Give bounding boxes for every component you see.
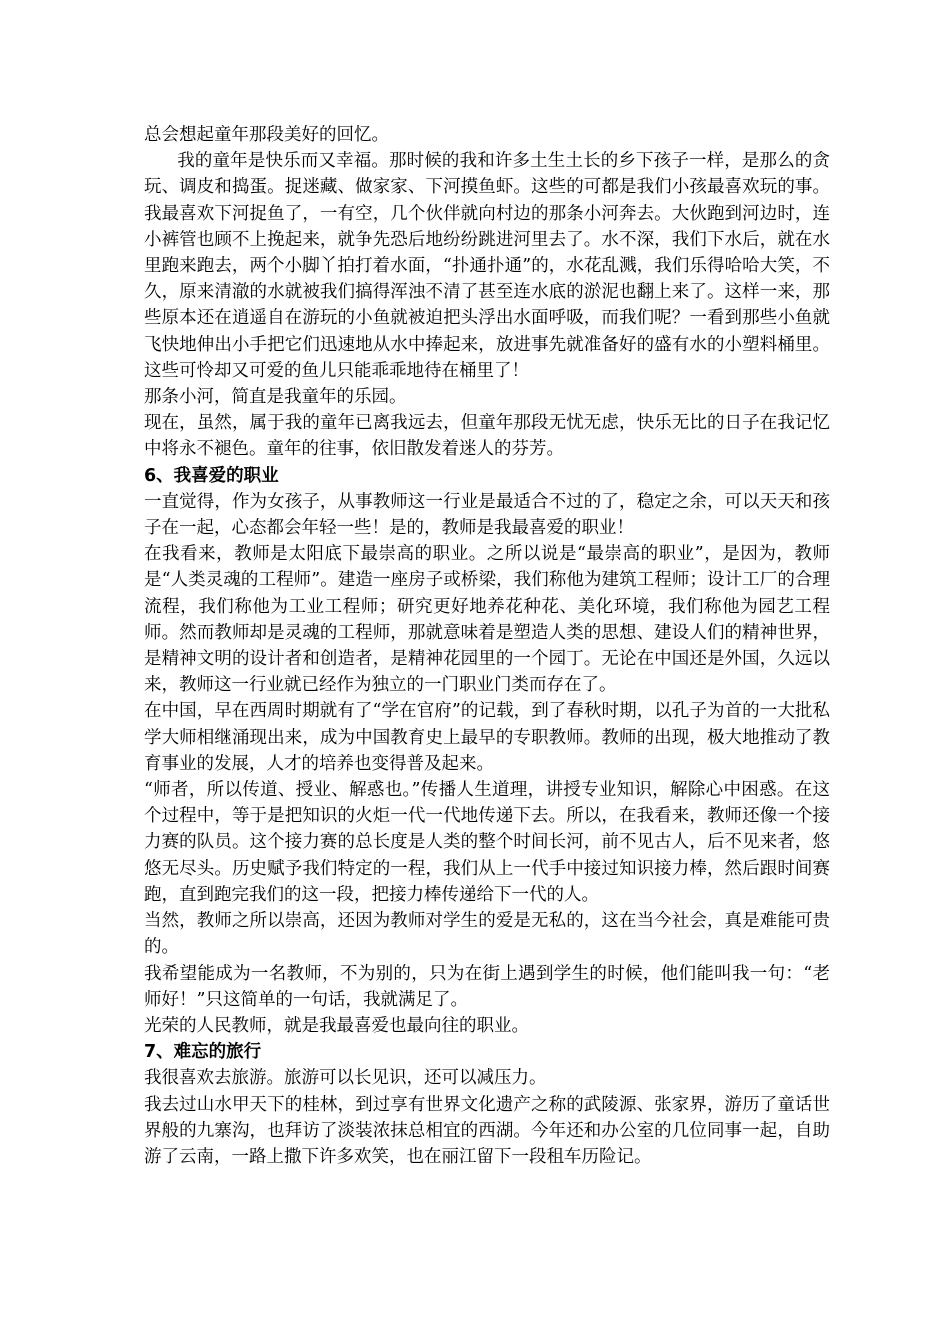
paragraph: 现在，虽然，属于我的童年已离我远去，但童年那段无忧无虑，快乐无比的日子在我记忆中将永不褪色。童年的往事，依旧散发着迷人的芬芳。 — [144, 413, 830, 460]
section-heading: 7、难忘的旅行 — [144, 1042, 262, 1063]
paragraph: 我的童年是快乐而又幸福。那时候的我和许多土生土长的乡下孩子一样，是那么的贪玩、调皮和捣蛋。捉迷藏、做家家、下河摸鱼虾。这些的可都是我们小孩最喜欢玩的事。我最喜欢下河捉鱼了，一有空，几个伙伴就向村边的那条小河奔去。大伙跑到河边时，连小裤管也顾不上挽起来，就争先恐后地纷纷跳进河里去了。水不深，我们下水后，就在水里跑来跑去，两个小脚丫拍打着水面，“扑通扑通”的，水花乱溅，我们乐得哈哈大笑，不久，原来清澈的水就被我们搞得浑浊不清了甚至连水底的淤泥也翻上来了。这样一来，那些原本还在逍遥自在游玩的小鱼就被迫把头浮出水面呼吸，而我们呢？一看到那些小鱼就飞快地伸出小手把它们迅速地从水中捧起来，放进事先就准备好的盛有水的小塑料桶里。这些可怜却又可爱的鱼儿只能乖乖地待在桶里了！ — [144, 151, 830, 381]
paragraph: 当然，教师之所以崇高，还因为教师对学生的爱是无私的，这在当今社会，真是难能可贵的。 — [144, 911, 830, 958]
paragraph: “师者，所以传道、授业、解惑也。”传播人生道理，讲授专业知识，解除心中困惑。在这个过程中，等于是把知识的火炬一代一代地传递下去。所以，在我看来，教师还像一个接力赛的队员。这个接力赛的总长度是人类的整个时间长河，前不见古人，后不见来者，悠悠无尽头。历史赋予我们特定的一程，我们从上一代手中接过知识接力棒，然后跟时间赛跑，直到跑完我们的这一段，把接力棒传递给下一代的人。 — [144, 780, 830, 905]
paragraph: 光荣的人民教师，就是我最喜爱也最向往的职业。 — [144, 1015, 529, 1036]
paragraph: 我希望能成为一名教师，不为别的，只为在街上遇到学生的时候，他们能叫我一句：“老师好！”只这简单的一句话，我就满足了。 — [144, 963, 830, 1010]
paragraph: 在中国，早在西周时期就有了“学在官府”的记载，到了春秋时期，以孔子为首的一大批私学大师相继涌现出来，成为中国教育史上最早的专职教师。教师的出现，极大地推动了教育事业的发展，人才的培养也变得普及起来。 — [144, 701, 830, 774]
paragraph: 总会想起童年那段美好的回忆。 — [144, 125, 389, 145]
paragraph: 我很喜欢去旅游。旅游可以长见识，还可以减压力。 — [144, 1068, 547, 1089]
paragraph: 那条小河，简直是我童年的乐园。 — [144, 387, 407, 408]
paragraph: 在我看来，教师是太阳底下最崇高的职业。之所以说是“最崇高的职业”，是因为，教师是“人类灵魂的工程师”。建造一座房子或桥梁，我们称他为建筑工程师；设计工厂的合理流程，我们称他为工业工程师；研究更好地养花种花、美化环境，我们称他为园艺工程师。然而教师却是灵魂的工程师，那就意味着是塑造人类的思想、建设人们的精神世界，是精神文明的设计者和创造者，是精神花园里的一个园丁。无论在中国还是外国，久远以来，教师这一行业就已经作为独立的一门职业门类而存在了。 — [144, 544, 830, 696]
paragraph: 一直觉得，作为女孩子，从事教师这一行业是最适合不过的了，稳定之余，可以天天和孩子在一起，心态都会年轻一些！是的，教师是我最喜爱的职业！ — [144, 491, 830, 539]
paragraph: 我去过山水甲天下的桂林，到过享有世界文化遗产之称的武陵源、张家界，游历了童话世界般的九寨沟，也拜访了淡装浓抹总相宜的西湖。今年还和办公室的几位同事一起，自助游了云南，一路上撒下许多欢笑，也在丽江留下一段租车历险记。 — [144, 1094, 830, 1167]
section-heading: 6、我喜爱的职业 — [144, 465, 279, 486]
